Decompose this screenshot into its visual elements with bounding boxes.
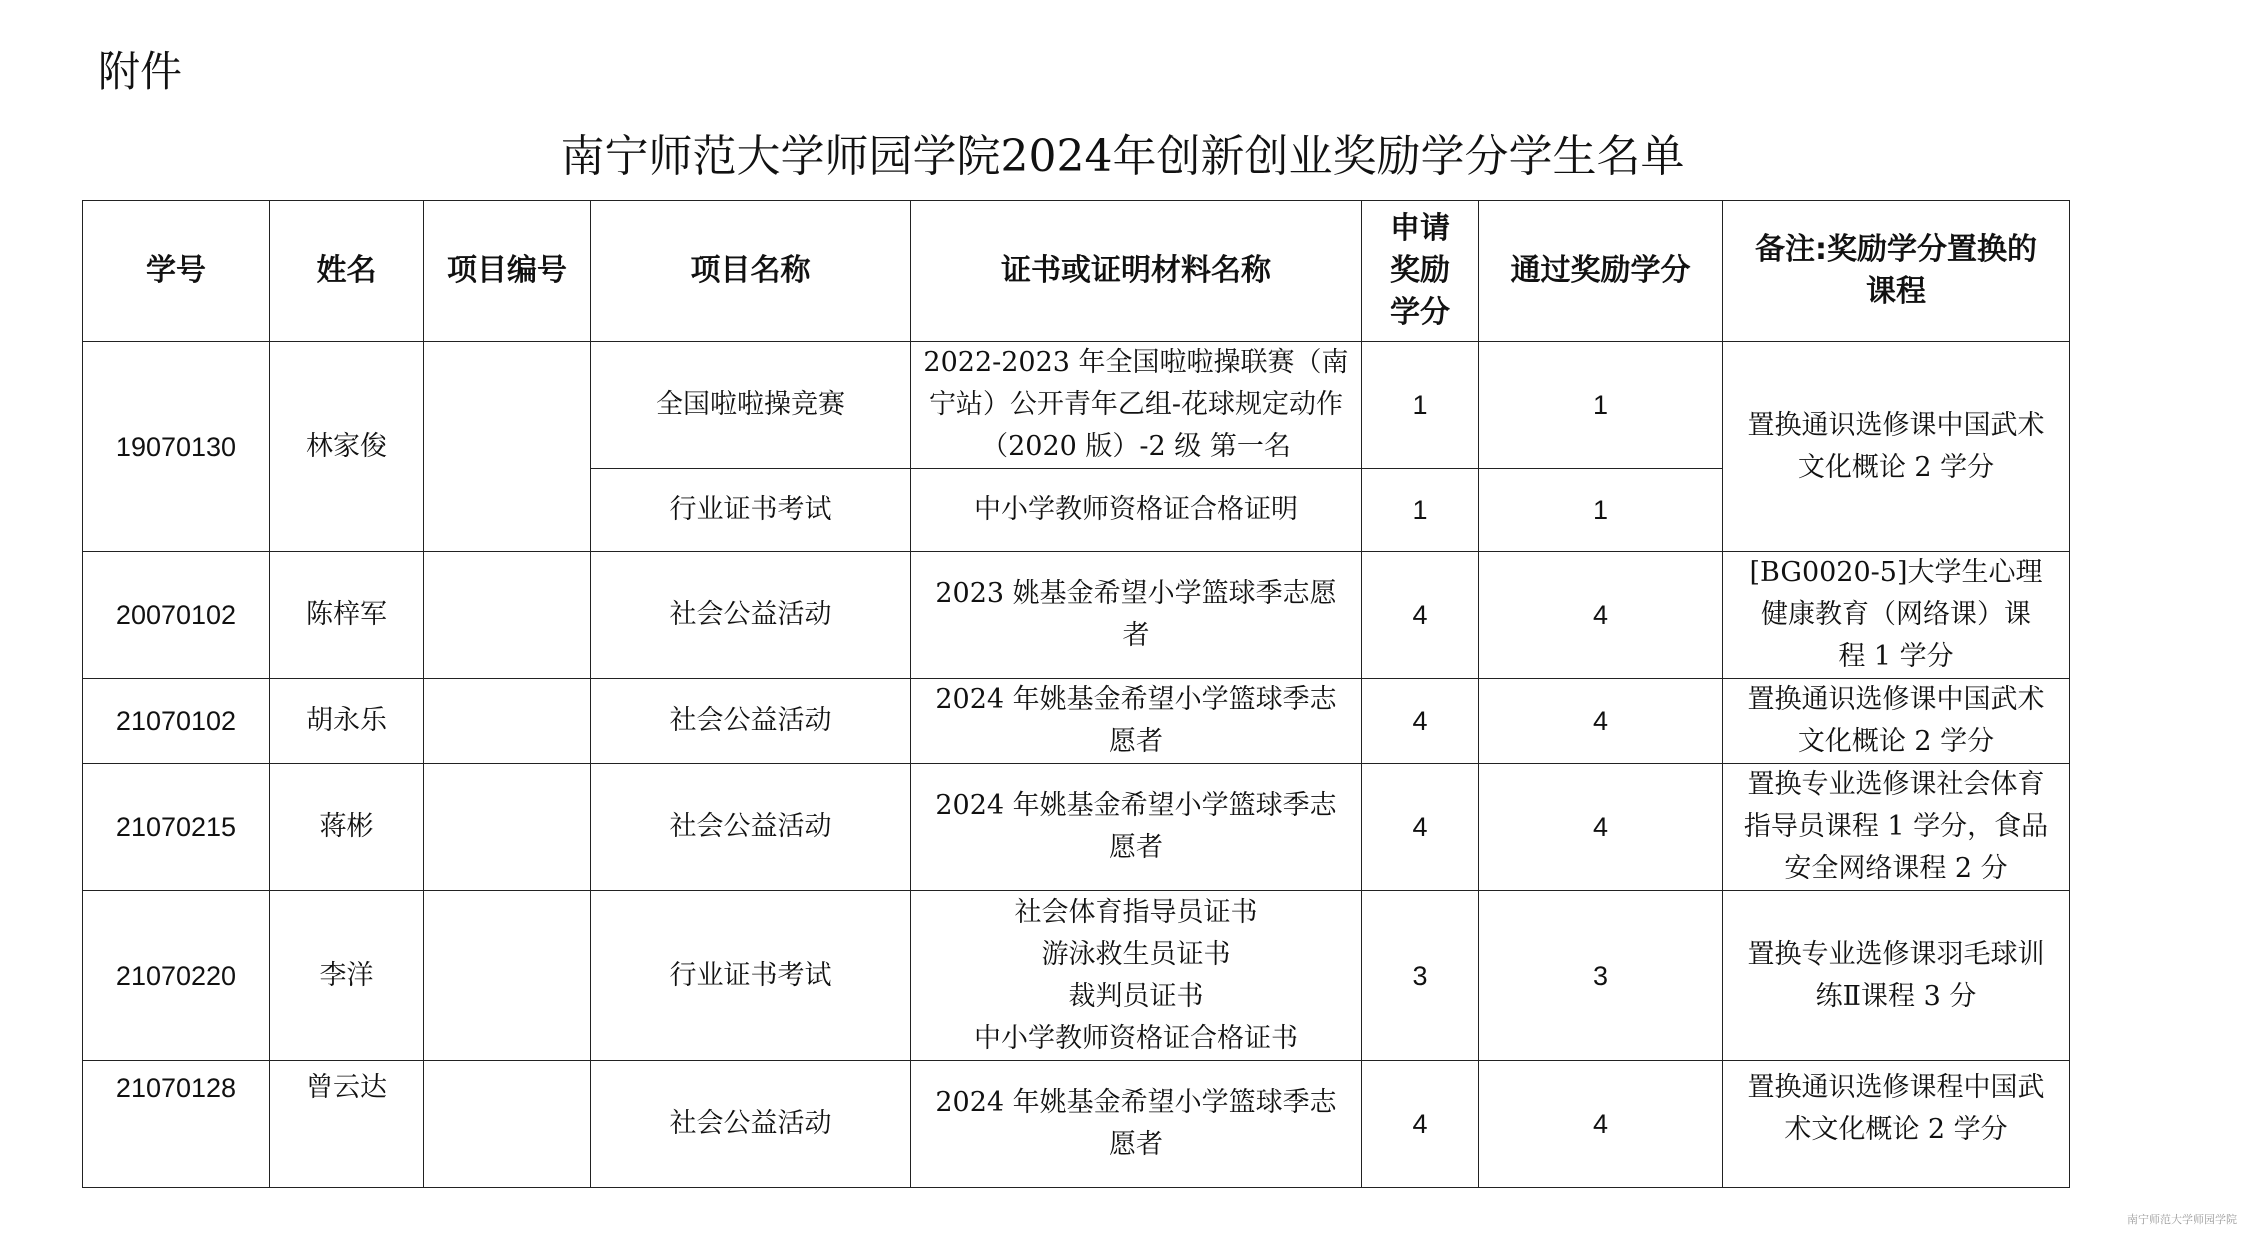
- cell-project-no: [424, 679, 591, 764]
- table-row: [83, 1061, 2070, 1188]
- remark-line: 置换通识选修课程中国武: [1747, 1072, 2045, 1103]
- cell-certificate: [911, 891, 1362, 1061]
- certificate-line: 中小学教师资格证合格证明: [974, 494, 1298, 525]
- cell-approved-credit: 1: [1479, 342, 1723, 469]
- remark-line: 置换通识选修课中国武术: [1747, 409, 2045, 441]
- cell-certificate: [911, 342, 1362, 469]
- cell-certificate: [911, 679, 1362, 764]
- cell-certificate: [911, 469, 1362, 552]
- certificate-line: 宁站）公开青年乙组-花球规定动作: [928, 389, 1344, 420]
- cell-name: 胡永乐: [270, 679, 424, 764]
- cell-applied-credit: 3: [1362, 891, 1479, 1061]
- cell-name: 曾云达: [270, 1061, 424, 1188]
- col-header-project-name: 项目名称: [591, 201, 911, 342]
- remark-line: 置换专业选修课羽毛球训: [1747, 938, 2045, 970]
- col-header-applied-credit-line: 申请: [1390, 211, 1450, 246]
- col-header-project-no: 项目编号: [424, 201, 591, 342]
- remark-line: 置换专业选修课社会体育: [1747, 769, 2045, 800]
- footer-watermark: 南宁师范大学师园学院: [2127, 1213, 2237, 1226]
- remark-line: 安全网络课程 2 分: [1784, 853, 2008, 884]
- attachment-label: 附件: [98, 47, 183, 96]
- remark-line: 程 1 学分: [1838, 641, 1954, 672]
- student-credit-table: [82, 200, 2070, 1188]
- certificate-line: 愿者: [1109, 1129, 1163, 1160]
- certificate-line: 2024 年姚基金希望小学篮球季志: [935, 1087, 1337, 1118]
- table-row: [83, 679, 2070, 764]
- cell-approved-credit: 4: [1479, 1061, 1723, 1188]
- table-row: [83, 342, 2070, 469]
- table-row: [83, 891, 2070, 1061]
- remark-line: 练Ⅱ课程 3 分: [1815, 980, 1977, 1012]
- cell-remark: [1723, 764, 2070, 891]
- cell-project-no: [424, 891, 591, 1061]
- col-header-certificate: 证书或证明材料名称: [911, 201, 1362, 342]
- cell-remark: [1723, 891, 2070, 1061]
- col-header-applied-credit-line: 学分: [1390, 295, 1450, 330]
- cell-project-name: 社会公益活动: [591, 764, 911, 891]
- cell-student-id: 19070130: [83, 342, 270, 552]
- cell-student-id: 21070220: [83, 891, 270, 1061]
- cell-applied-credit: 1: [1362, 342, 1479, 469]
- cell-approved-credit: 4: [1479, 552, 1723, 679]
- col-header-applied-credit: [1362, 201, 1479, 342]
- cell-remark: [1723, 679, 2070, 764]
- certificate-line: （2020 版）-2 级 第一名: [981, 431, 1291, 462]
- cell-applied-credit: 4: [1362, 552, 1479, 679]
- certificate-line: 游泳救生员证书: [1041, 938, 1231, 970]
- cell-project-name: 全国啦啦操竞赛: [591, 342, 911, 469]
- remark-line: 健康教育（网络课）课: [1761, 599, 2031, 630]
- cell-approved-credit: 1: [1479, 469, 1723, 552]
- cell-project-no: [424, 342, 591, 552]
- cell-student-id: 21070215: [83, 764, 270, 891]
- remark-line: [BG0020-5]大学生心理: [1749, 557, 2043, 588]
- table-row: [83, 552, 2070, 679]
- certificate-line: 2023 姚基金希望小学篮球季志愿: [935, 578, 1337, 609]
- cell-applied-credit: 4: [1362, 1061, 1479, 1188]
- certificate-line: 愿者: [1109, 726, 1163, 757]
- cell-project-no: [424, 552, 591, 679]
- cell-applied-credit: 1: [1362, 469, 1479, 552]
- cell-project-name: 行业证书考试: [591, 891, 911, 1061]
- cell-applied-credit: 4: [1362, 764, 1479, 891]
- cell-name: 陈梓军: [270, 552, 424, 679]
- cell-applied-credit: 4: [1362, 679, 1479, 764]
- certificate-line: 者: [1122, 620, 1150, 651]
- cell-certificate: [911, 764, 1362, 891]
- header-row: [83, 201, 2070, 342]
- cell-remark: [1723, 342, 2070, 552]
- certificate-line: 社会体育指导员证书: [1014, 896, 1258, 928]
- remark-line: 文化概论 2 学分: [1797, 726, 1995, 757]
- remark-line: 指导员课程 1 学分，食品: [1743, 811, 2049, 842]
- cell-certificate: [911, 552, 1362, 679]
- col-header-remark-line: 课程: [1866, 274, 1926, 309]
- cell-project-name: 社会公益活动: [591, 552, 911, 679]
- cell-project-name: 社会公益活动: [591, 679, 911, 764]
- certificate-line: 2024 年姚基金希望小学篮球季志: [935, 790, 1337, 821]
- cell-project-name: 社会公益活动: [591, 1061, 911, 1188]
- col-header-remark: [1723, 201, 2070, 342]
- col-header-name: 姓名: [270, 201, 424, 342]
- cell-student-id: 21070102: [83, 679, 270, 764]
- cell-name: 林家俊: [270, 342, 424, 552]
- table-row: [83, 764, 2070, 891]
- cell-student-id: 20070102: [83, 552, 270, 679]
- cell-remark: [1723, 1061, 2070, 1188]
- remark-line: 术文化概论 2 学分: [1784, 1114, 2008, 1145]
- cell-project-no: [424, 1061, 591, 1188]
- certificate-line: 2022-2023 年全国啦啦操联赛（南: [923, 347, 1349, 378]
- cell-approved-credit: 3: [1479, 891, 1723, 1061]
- cell-approved-credit: 4: [1479, 764, 1723, 891]
- cell-approved-credit: 4: [1479, 679, 1723, 764]
- remark-line: 文化概论 2 学分: [1797, 451, 1995, 483]
- certificate-line: 2024 年姚基金希望小学篮球季志: [935, 684, 1337, 715]
- cell-project-no: [424, 764, 591, 891]
- cell-certificate: [911, 1061, 1362, 1188]
- cell-name: 李洋: [270, 891, 424, 1061]
- cell-student-id: 21070128: [83, 1061, 270, 1188]
- certificate-line: 中小学教师资格证合格证书: [974, 1022, 1298, 1054]
- cell-project-name: 行业证书考试: [591, 469, 911, 552]
- col-header-applied-credit-line: 奖励: [1390, 253, 1450, 288]
- col-header-approved-credit: 通过奖励学分: [1479, 201, 1723, 342]
- cell-name: 蒋彬: [270, 764, 424, 891]
- col-header-remark-line: 备注:奖励学分置换的: [1755, 232, 2037, 267]
- document-title: 南宁师范大学师园学院2024年创新创业奖励学分学生名单: [560, 131, 1685, 182]
- cell-remark: [1723, 552, 2070, 679]
- remark-line: 置换通识选修课中国武术: [1747, 684, 2045, 715]
- col-header-student-id: 学号: [83, 201, 270, 342]
- certificate-line: 裁判员证书: [1068, 980, 1204, 1012]
- certificate-line: 愿者: [1109, 832, 1163, 863]
